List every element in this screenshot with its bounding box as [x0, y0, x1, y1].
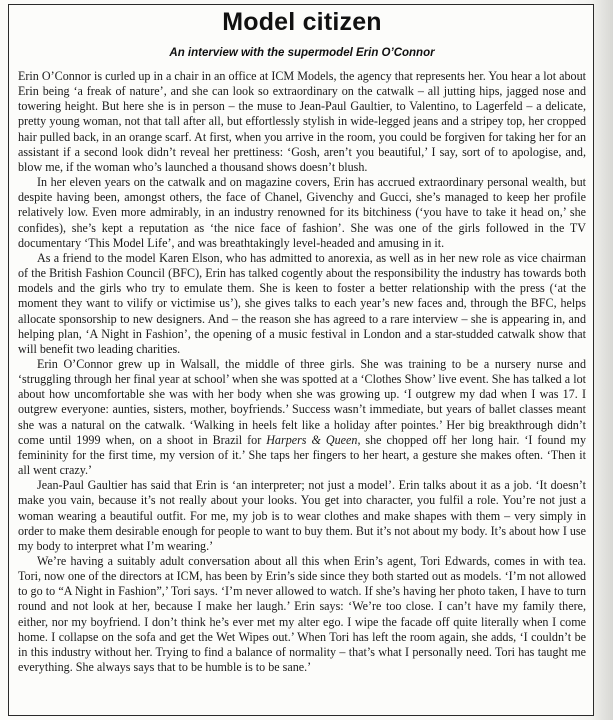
article-subtitle: An interview with the supermodel Erin O’Connor — [169, 47, 435, 59]
paragraph-1 — [18, 69, 586, 175]
paragraph-3-text: As a friend to the model Karen Elson, who has admitted to anorexia, as well as in her new role as vice chairman of the British Fashion Council (BFC), Erin has talked cogently about the responsibility the industry has towards both models and the girls who try to emulate them. She is keen to foster a better relationship with the press (‘at the moment they want to vilify or victimise us’), she gives talks to each year’s new faces and, through the BFC, helps allocate sponsorship to new designers. And – the reason she has agreed to a rare interview – she is appearing in, and helping plan, ‘A Night in Fashion’, the opening of a music festival in London and a star-studded catwalk show that will benefit two leading charities. — [18, 250, 586, 356]
paragraph-6-text: We’re having a suitably adult conversation about all this when Erin’s agent, Tori Edwards, comes in with tea. Tori, now one of the directors at ICM, has been by Erin’s side since they both started out as models. ‘I’m not allowed to go to “A Night in Fashion”,’ Tori says. ‘I’m never allowed to watch. If she’s having her photo taken, I have to turn round and not look at her, because I make her laugh.’ Erin says: ‘We’re too close. I can’t have my family there, either, nor my boyfriend. I don’t think he’s ever met my alter ego. I wipe the facade off quite literally when I come home. I collapse on the sofa and get the Wet Wipes out.’ When Tori has left the room again, she adds, ‘I couldn’t be in this industry without her. Trying to find a balance of normality – that’s what I personally need. Tori has taught me everything. She always says that to be humble is to be sane.’ — [18, 554, 586, 675]
paragraph-4-text-b: , she chopped off her long hair. ‘I found my femininity for the first time, my version of it.’ She taps her fingers to her heart, a gesture she makes often. ‘Then it all went crazy.’ — [18, 432, 586, 478]
article-title: Model citizen — [222, 8, 382, 36]
article-body — [18, 69, 586, 675]
paragraph-5-text: Jean-Paul Gaultier has said that Erin is ‘an interpreter; not just a model’. Erin talks about it as a job. ‘It doesn’t make you vain, because it’s not really about your looks. You get into character, you fulfil a role. You’re not just a woman wearing a beautiful outfit. For me, my job is to wear clothes and make shapes with them – very simply in order to make them desirable enough for people to want to buy them. But it’s not about my body. It’s about how I use my body to interpret what I’m wearing.’ — [18, 478, 586, 553]
paragraph-2 — [18, 175, 586, 251]
paragraph-4 — [18, 357, 586, 478]
paragraph-1-text: Erin O’Connor is curled up in a chair in an office at ICM Models, the agency that represents her. You hear a lot about Erin being ‘a freak of nature’, and she can look so extraordinary on the catwalk – all jutting hips, jagged nose and towering height. But here she is in person – the muse to Jean-Paul Gaultier, to Valentino, to Lagerfeld – a delicate, pretty young woman, not that tall after all, but effortlessly stylish in wide-legged jeans and a stripey top, her cropped hair pulled back, in an orange scarf. At first, when you arrive in the room, you could be forgiven for taking her for an assistant if a second look didn’t reveal her prettiness: ‘Gosh, aren’t you beautiful,’ I say, sort of to apologise, and, blow me, if the woman who’s launched a thousand shows doesn’t blush. — [18, 69, 586, 174]
page-edge-shadow — [591, 0, 613, 720]
paragraph-5 — [18, 478, 586, 554]
paragraph-2-text: In her eleven years on the catwalk and on magazine covers, Erin has accrued extraordinary personal wealth, but despite having been, amongst others, the face of Chanel, Givenchy and Gucci, she’s managed to keep her profile relatively low. Even more admirably, in an industry renowned for its bitchiness (‘you have to take it head on,’ she confides), she’s kept a reputation as ‘the nice face of fashion’. She was one of the girls followed in the TV documentary ‘This Model Life’, and was breathtakingly level-headed and amusing in it. — [18, 175, 586, 250]
article-box — [8, 4, 594, 716]
paragraph-3 — [18, 251, 586, 357]
magazine-title: Harpers & Queen — [266, 432, 358, 447]
paragraph-6 — [18, 554, 586, 675]
paragraph-4-text-a: Erin O’Connor grew up in Walsall, the middle of three girls. She was training to be a nursery nurse and ‘struggling through her final year at school’ when she was spotted at a ‘Clothes Show’ live event. She has talked a lot about how uncomfortable she was with her body when she was growing up. ‘I outgrew my dad when I was 17. I outgrew everyone: aunties, sisters, mother, boyfriends.’ Success wasn’t immediate, but years of ballet classes meant she was a natural on the catwalk. ‘Walking in heels felt like a holiday after pointes.’ Her big breakthrough didn’t come until 1999 when, on a shoot in Brazil for — [18, 356, 586, 447]
